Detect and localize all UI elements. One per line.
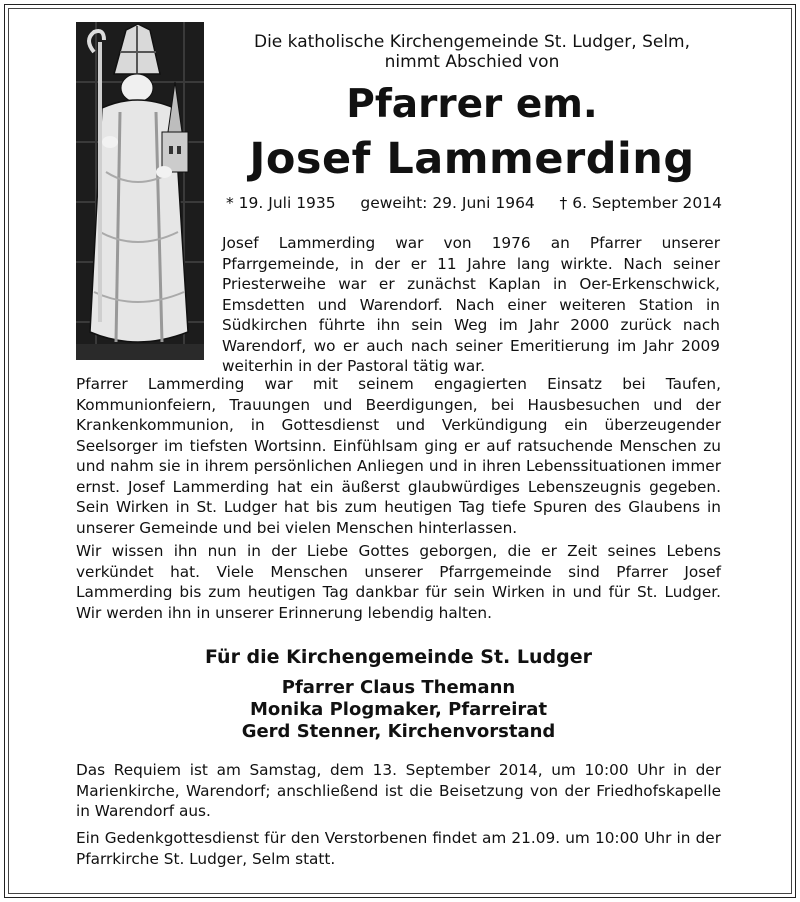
signature-heading: Für die Kirchengemeinde St. Ludger xyxy=(205,646,592,668)
birth-date: * 19. Juli 1935 xyxy=(226,194,336,212)
tribute-paragraph: Pfarrer Lammerding war mit seinem engagierten Einsatz bei Taufen, Kommunionfeiern, Trauungen und Beerdigungen, bei Hausbesuchen und der Krankenkommunion, in Gottesdienst und Verkündigung ein überzeugender Seelsorger im tiefsten Wortsinn. Einfühlsam ging er auf ratsuchende Menschen zu und nahm sie in ihrem persönlichen Anliegen und in ihren Lebenssituationen immer ernst. Josef Lammerding hat ein äußerst glaubwürdiges Lebenszeugnis gegeben. Sein Wirken in St. Ludger hat bis zum heutigen Tag tiefe Spuren des Glaubens in unserer Gemeinde und bei vielen Menschen hinterlassen. xyxy=(76,375,721,537)
title-name: Josef Lammerding xyxy=(249,134,695,184)
death-date: † 6. September 2014 xyxy=(559,194,722,212)
intro-line-2: nimmt Abschied von xyxy=(384,52,560,72)
signatory-pastor: Pfarrer Claus Themann xyxy=(281,677,516,698)
dates-row xyxy=(226,193,722,213)
requiem-paragraph: Das Requiem ist am Samstag, dem 13. September 2014, um 10:00 Uhr in der Marienkirche, Warendorf; anschließend ist die Beisetzung von der Friedhofskapelle in Warendorf aus. xyxy=(76,761,721,820)
intro-line-1: Die katholische Kirchengemeinde St. Ludger, Selm, xyxy=(253,32,690,52)
stained-glass-bishop-icon xyxy=(76,22,204,360)
signatory-council: Monika Plogmaker, Pfarreirat xyxy=(249,699,548,720)
ordination-date: geweiht: 29. Juni 1964 xyxy=(360,194,535,212)
biography-paragraph: Josef Lammerding war von 1976 an Pfarrer unserer Pfarrgemeinde, in der er 11 Jahre lang wirkte. Nach seiner Priesterweihe war er zunächst Kaplan in Oer-Erkenschwick, Emsdetten und Warendorf. Nach einer weiteren Station in Südkirchen führte ihn sein Weg im Jahr 2000 zurück nach Warendorf, wo er auch nach seiner Emeritierung im Jahr 2009 weiterhin in der Pastoral tätig war. xyxy=(222,234,720,375)
signatory-board: Gerd Stenner, Kirchenvorstand xyxy=(241,721,556,742)
title-rank: Pfarrer em. xyxy=(346,82,598,127)
memorial-service-paragraph: Ein Gedenkgottesdienst für den Verstorbenen findet am 21.09. um 10:00 Uhr in der Pfarrkirche St. Ludger, Selm statt. xyxy=(76,829,721,868)
remembrance-paragraph: Wir wissen ihn nun in der Liebe Gottes geborgen, die er Zeit seines Lebens verkündet hat. Viele Menschen unserer Pfarrgemeinde sind Pfarrer Josef Lammerding bis zum heutigen Tag dankbar für sein Wirken in und für St. Ludger. Wir werden ihn in unserer Erinnerung lebendig halten. xyxy=(76,542,721,622)
